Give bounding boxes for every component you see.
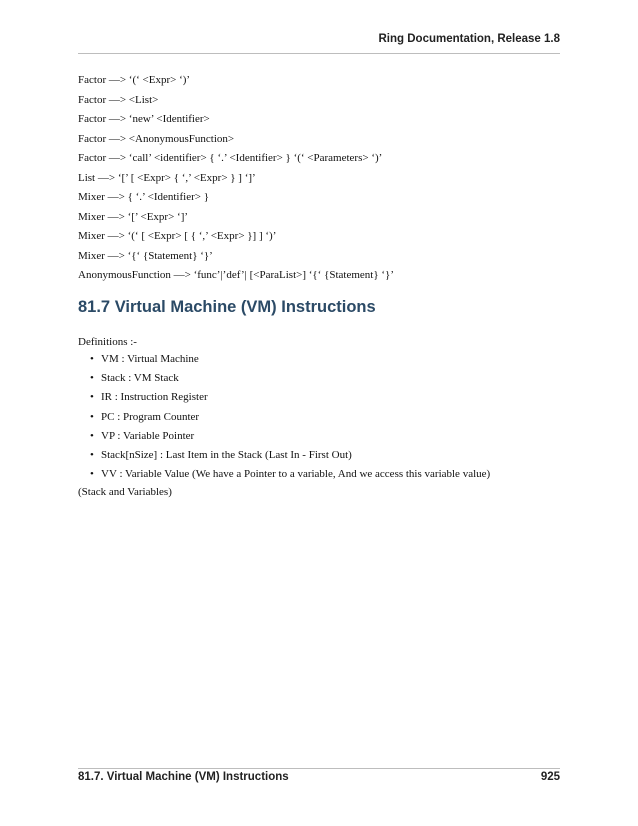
closing-note: (Stack and Variables)	[78, 486, 172, 498]
definition-text: PC : Program Counter	[101, 410, 200, 423]
section-heading: 81.7 Virtual Machine (VM) Instructions	[78, 298, 376, 316]
bullet-icon: •	[90, 353, 94, 365]
bullet-icon: •	[90, 468, 94, 481]
grammar-rule: Factor —> ‘new’ <Identifier>	[78, 113, 210, 125]
page-number: 925	[540, 771, 560, 783]
bullet-icon: •	[90, 448, 94, 461]
definition-text: IR : Instruction Register	[101, 391, 208, 404]
grammar-rule: Mixer —> { ‘.’ <Identifier> }	[78, 191, 209, 203]
list-item	[90, 430, 490, 443]
grammar-rule: Mixer —> ‘{‘ {Statement} ‘}’	[78, 249, 213, 262]
definition-text: VM : Virtual Machine	[101, 353, 199, 365]
grammar-rule: AnonymousFunction —> ‘func’|’def’| [<ParaList>] ‘{‘ {Statement} ‘}’	[78, 269, 395, 281]
running-header: Ring Documentation, Release 1.8	[378, 33, 560, 45]
bullet-icon: •	[90, 429, 94, 442]
definition-text: VP : Variable Pointer	[101, 429, 195, 442]
footer-section-label: 81.7. Virtual Machine (VM) Instructions	[78, 771, 289, 783]
definitions-list	[90, 353, 490, 487]
definition-text: Stack[nSize] : Last Item in the Stack (Last In - First Out)	[101, 448, 352, 461]
grammar-rule: Factor —> <List>	[78, 93, 159, 106]
list-item	[90, 391, 490, 404]
list-item	[90, 411, 490, 424]
footer-divider	[78, 768, 560, 769]
list-item	[90, 372, 490, 385]
grammar-rule: Factor —> ‘call’ <identifier> { ‘.’ <Identifier> } ‘(‘ <Parameters> ‘)’	[78, 152, 383, 164]
grammar-rule: Mixer —> ‘(‘ [ <Expr> [ { ‘,’ <Expr> }] ] ‘)’	[78, 230, 277, 242]
list-item	[90, 449, 490, 462]
bullet-icon: •	[90, 391, 94, 404]
grammar-rule: Factor —> <AnonymousFunction>	[78, 132, 235, 145]
list-item	[90, 468, 490, 481]
definitions-intro: Definitions :-	[78, 336, 137, 348]
definition-text: VV : Variable Value (We have a Pointer to a variable, And we access this variable value)	[101, 468, 491, 481]
grammar-rule: List —> ‘[’ [ <Expr> { ‘,’ <Expr> } ] ‘]’	[78, 171, 256, 184]
definition-text: Stack : VM Stack	[101, 372, 179, 385]
bullet-icon: •	[90, 372, 94, 385]
bullet-icon: •	[90, 410, 94, 423]
grammar-rules	[78, 74, 560, 289]
grammar-rule: Mixer —> ‘[’ <Expr> ‘]’	[78, 210, 189, 223]
list-item	[90, 353, 490, 366]
header-divider	[78, 53, 560, 54]
grammar-rule: Factor —> ‘(‘ <Expr> ‘)’	[78, 74, 191, 86]
